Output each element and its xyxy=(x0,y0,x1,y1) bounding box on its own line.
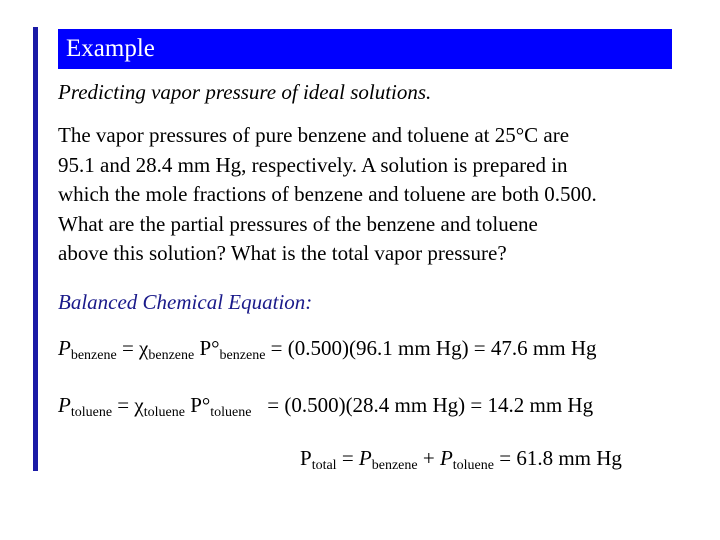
benzene-pressure-equation xyxy=(58,336,596,361)
pure-pressure-symbol: P° xyxy=(194,336,220,360)
subscript: toluene xyxy=(70,405,113,420)
slide-title: Example xyxy=(58,29,672,69)
total-pressure-equation xyxy=(300,446,622,471)
pure-pressure-symbol: P° xyxy=(184,393,211,417)
mole-fraction-symbol: χ xyxy=(134,393,144,417)
slide-subtitle: Predicting vapor pressure of ideal solutions. xyxy=(58,80,432,104)
pressure-symbol: P xyxy=(300,446,312,470)
subscript: toluene xyxy=(452,458,494,473)
problem-line: 95.1 and 28.4 mm Hg, respectively. A solution is prepared in xyxy=(58,152,568,177)
problem-line: which the mole fractions of benzene and toluene are both 0.500. xyxy=(58,182,597,206)
problem-line: What are the partial pressures of the benzene and toluene xyxy=(58,211,538,236)
problem-line: above this solution? What is the total vapor pressure? xyxy=(58,241,507,265)
subscript: benzene xyxy=(219,348,266,363)
equals: = xyxy=(336,446,359,470)
pressure-symbol: P xyxy=(439,446,453,470)
problem-statement xyxy=(58,121,698,269)
subscript: total xyxy=(311,458,337,473)
mole-fraction-symbol: χ xyxy=(139,336,149,360)
pressure-symbol: P xyxy=(58,393,71,417)
equals: = xyxy=(116,336,140,360)
subscript: benzene xyxy=(371,458,418,473)
plus: + xyxy=(417,446,440,470)
equation-heading: Balanced Chemical Equation: xyxy=(58,290,313,314)
equation-result: = (0.500)(28.4 mm Hg) = 14.2 mm Hg xyxy=(251,393,594,417)
subscript: toluene xyxy=(210,405,252,420)
accent-bar xyxy=(33,27,38,471)
toluene-pressure-equation xyxy=(58,393,593,418)
subscript: benzene xyxy=(148,348,195,363)
pressure-symbol: P xyxy=(58,336,71,360)
pressure-symbol: P xyxy=(358,446,372,470)
subscript: benzene xyxy=(70,348,117,363)
subscript: toluene xyxy=(143,405,185,420)
problem-line: The vapor pressures of pure benzene and toluene at 25°C are xyxy=(58,123,570,147)
equation-result: = 61.8 mm Hg xyxy=(494,446,622,470)
equation-result: = (0.500)(96.1 mm Hg) = 47.6 mm Hg xyxy=(265,336,597,360)
equals: = xyxy=(112,393,135,417)
